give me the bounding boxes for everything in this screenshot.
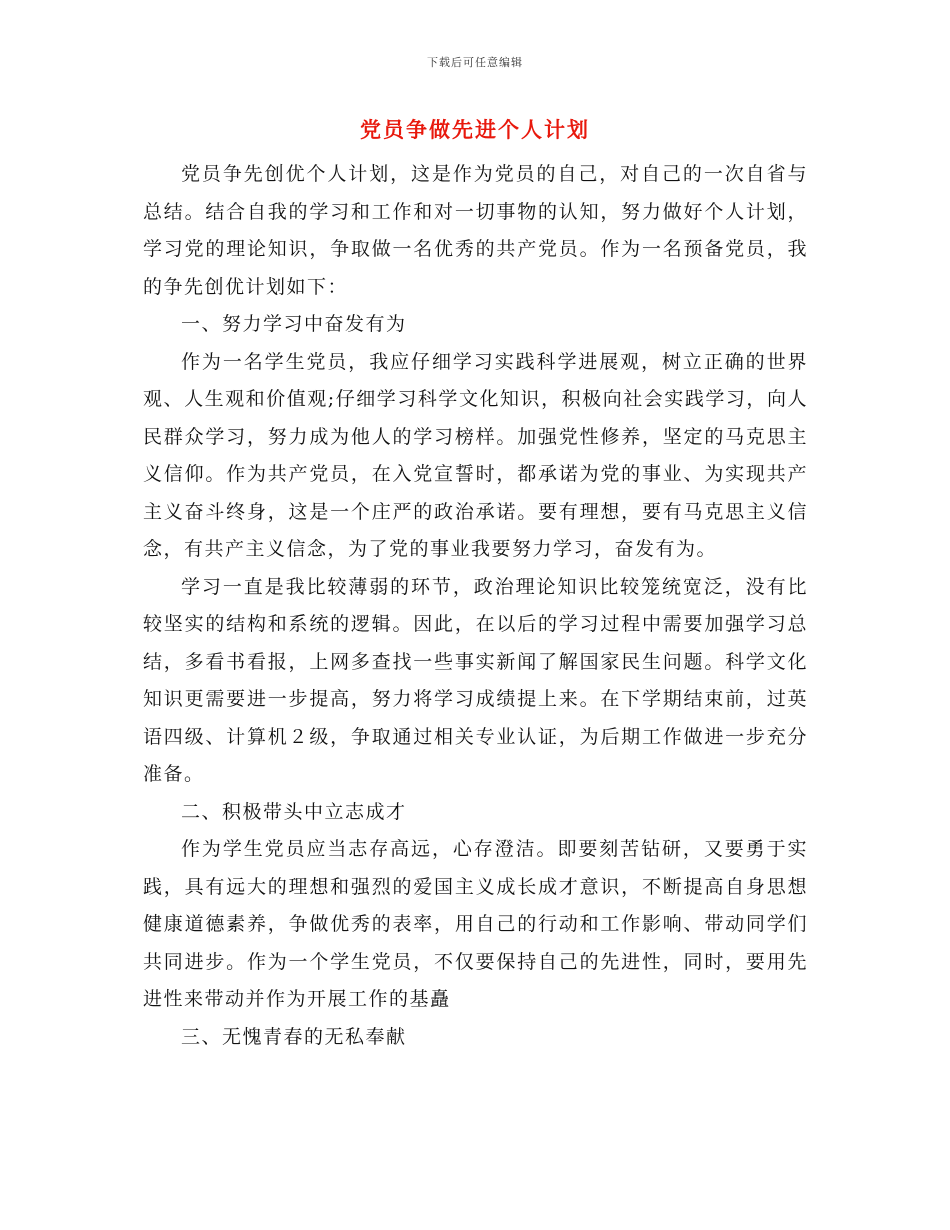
section-2-paragraph-1: 作为学生党员应当志存高远，心存澄洁。即要刻苦钻研，又要勇于实践，具有远大的理想和强烈的爱国主义成长成才意识，不断提高自身思想健康道德素养，争做优秀的表率，用自己的行动和工作影响、带动同学们共同进步。作为一个学生党员，不仅要保持自己的先进性，同时，要用先进性来带动并作为开展工作的基矗	[143, 838, 808, 1010]
section-heading-2: 二、积极带头中立志成才	[181, 800, 407, 823]
document-title: 党员争做先进个人计划	[360, 117, 590, 142]
header-note: 下载后可任意编辑	[427, 56, 523, 69]
intro-paragraph: 党员争先创优个人计划，这是作为党员的自己，对自己的一次自省与总结。结合自我的学习和工作和对一切事物的认知，努力做好个人计划，学习党的理论知识，争取做一名优秀的共产党员。作为一名预备党员，我的争先创优计划如下：	[143, 163, 808, 298]
section-1-paragraph-1: 作为一名学生党员，我应仔细学习实践科学进展观，树立正确的世界观、人生观和价值观;仔细学习科学文化知识，积极向社会实践学习，向人民群众学习，努力成为他人的学习榜样。加强党性修养，坚定的马克思主义信仰。作为共产党员，在入党宣誓时，都承诺为党的事业、为实现共产主义奋斗终身，这是一个庄严的政治承诺。要有理想，要有马克思主义信念，有共产主义信念，为了党的事业我要努力学习，奋发有为。	[143, 350, 808, 560]
section-heading-3: 三、无愧青春的无私奉献	[181, 1025, 407, 1048]
section-1-paragraph-2: 学习一直是我比较薄弱的环节，政治理论知识比较笼统宽泛，没有比较坚实的结构和系统的逻辑。因此，在以后的学习过程中需要加强学习总结，多看书看报，上网多查找一些事实新闻了解国家民生问题。科学文化知识更需要进一步提高，努力将学习成绩提上来。在下学期结束前，过英语四级、计算机２级，争取通过相关专业认证，为后期工作做进一步充分准备。	[143, 575, 808, 785]
section-heading-1: 一、努力学习中奋发有为	[181, 313, 407, 335]
document-body	[143, 156, 808, 1056]
